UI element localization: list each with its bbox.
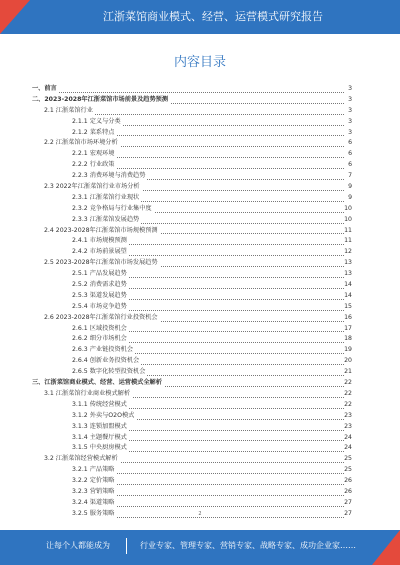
- toc-entry-title: 2.3.2 竞争格局与行业集中度: [72, 204, 154, 215]
- toc-entry-title: 2.5.3 渠道发展趋势: [72, 291, 129, 302]
- toc-entry-title: 2.4.2 市场前景展望: [72, 247, 129, 258]
- toc-entry-page: 9: [348, 193, 352, 201]
- toc-entry[interactable]: [32, 204, 352, 215]
- toc-entry-page: 27: [344, 498, 352, 506]
- toc-entry-title: 2.6 2023-2028年江浙菜馆行业投资机会: [44, 313, 160, 324]
- toc-entry-page: 6: [348, 150, 352, 158]
- toc-entry-page: 12: [344, 248, 352, 256]
- toc-entry[interactable]: [32, 269, 352, 280]
- toc-entry[interactable]: [32, 411, 352, 422]
- toc-entry[interactable]: [32, 378, 352, 389]
- toc-entry-title: 2.6.2 细分市场机会: [72, 334, 129, 345]
- toc-entry[interactable]: [32, 302, 352, 313]
- toc-entry[interactable]: [32, 215, 352, 226]
- toc-entry[interactable]: [32, 226, 352, 237]
- footer-corner-accent: [372, 530, 400, 565]
- toc-entry-title: 2.6.5 数字化转型投资机会: [72, 367, 147, 378]
- toc-entry-title: 2.5 2023-2028年江浙菜馆市场发展趋势: [44, 258, 160, 269]
- toc-entry-title: 2.2.2 行业政策: [72, 160, 116, 171]
- toc-entry[interactable]: [32, 128, 352, 139]
- toc-entry-page: 17: [344, 324, 352, 332]
- toc-entry[interactable]: [32, 334, 352, 345]
- toc-entry-page: 22: [344, 400, 352, 408]
- toc-entry-page: 11: [344, 237, 352, 245]
- toc-entry-title: 二、2023-2028年江浙菜馆市场前景及趋势预测: [32, 95, 170, 106]
- toc-entry-title: 一、前言: [32, 84, 59, 95]
- toc-entry-title: 2.6.4 创新业务投资机会: [72, 356, 141, 367]
- toc-entry-page: 3: [348, 85, 352, 92]
- toc-entry-title: 2.1.2 菜系特点: [72, 128, 116, 139]
- toc-entry-title: 2.3.3 江浙菜馆发展趋势: [72, 215, 141, 226]
- toc-entry-page: 6: [348, 161, 352, 169]
- table-of-contents: [32, 84, 352, 520]
- toc-entry[interactable]: [32, 356, 352, 367]
- toc-entry[interactable]: [32, 280, 352, 291]
- toc-entry[interactable]: [32, 160, 352, 171]
- toc-entry[interactable]: [32, 324, 352, 335]
- toc-entry-title: 3.1.3 连锁加盟模式: [72, 422, 129, 433]
- toc-entry[interactable]: [32, 433, 352, 444]
- toc-entry-title: 3.1 江浙菜馆行业商业模式解析: [44, 389, 132, 400]
- toc-entry[interactable]: [32, 291, 352, 302]
- toc-entry-page: 20: [344, 357, 352, 365]
- toc-entry-title: 3.2.5 服务策略: [72, 509, 116, 520]
- header-corner-accent: [0, 0, 30, 34]
- toc-entry[interactable]: [32, 422, 352, 433]
- toc-entry-page: 3: [348, 117, 352, 125]
- toc-entry-title: 3.2.4 渠道策略: [72, 498, 116, 509]
- report-title: 江浙菜馆商业模式、经营、运营模式研究报告: [103, 10, 323, 23]
- toc-entry-page: 13: [344, 270, 352, 278]
- page-number: 2: [198, 511, 202, 517]
- toc-entry-title: 3.1.4 主题餐厅模式: [72, 433, 129, 444]
- toc-entry-title: 2.1 江浙菜馆行业: [44, 106, 95, 117]
- toc-entry-title: 3.2 江浙菜馆经营模式解析: [44, 454, 120, 465]
- toc-entry[interactable]: [32, 498, 352, 509]
- toc-entry[interactable]: [32, 476, 352, 487]
- toc-entry-page: 10: [344, 204, 352, 212]
- toc-entry-page: 24: [344, 444, 352, 452]
- toc-entry-page: 27: [344, 509, 352, 517]
- toc-entry-page: 25: [344, 466, 352, 474]
- footer-divider: [126, 538, 127, 554]
- toc-entry-title: 2.4.1 市场规模预测: [72, 236, 129, 247]
- toc-entry-title: 3.2.2 定价策略: [72, 476, 116, 487]
- toc-entry-page: 21: [344, 368, 352, 376]
- toc-entry-page: 3: [348, 95, 352, 103]
- toc-entry-page: 23: [344, 422, 352, 430]
- toc-entry-title: 2.4 2023-2028年江浙菜馆市场规模预测: [44, 226, 160, 237]
- toc-entry[interactable]: [32, 117, 352, 128]
- toc-entry-title: 2.5.2 消费需求趋势: [72, 280, 129, 291]
- toc-entry-page: 24: [344, 433, 352, 441]
- toc-entry-page: 10: [344, 215, 352, 223]
- toc-entry-page: 19: [344, 346, 352, 354]
- toc-entry-page: 26: [344, 487, 352, 495]
- toc-entry-page: 22: [344, 379, 352, 387]
- toc-entry-title: 3.1.2 外卖与O2O模式: [72, 411, 136, 422]
- footer-slogan-left: 让每个人都能成为: [46, 541, 110, 550]
- toc-entry-page: 6: [348, 139, 352, 147]
- toc-entry-page: 16: [344, 313, 352, 321]
- toc-heading: 内容目录: [173, 55, 226, 70]
- toc-entry-title: 2.5.4 市场竞争趋势: [72, 302, 129, 313]
- toc-entry[interactable]: [32, 149, 352, 160]
- toc-entry[interactable]: [32, 258, 352, 269]
- toc-entry-page: 9: [348, 183, 352, 191]
- toc-entry[interactable]: [32, 443, 352, 454]
- toc-entry-page: 3: [348, 128, 352, 136]
- toc-entry-page: 25: [344, 455, 352, 463]
- toc-entry[interactable]: [32, 487, 352, 498]
- toc-entry[interactable]: [32, 345, 352, 356]
- toc-entry-page: 14: [344, 291, 352, 299]
- toc-entry-page: 13: [344, 259, 352, 267]
- toc-entry[interactable]: [32, 171, 352, 182]
- toc-entry[interactable]: [32, 247, 352, 258]
- footer-slogan-right: 行业专家、管理专家、营销专家、战略专家、成功企业家……: [140, 541, 356, 550]
- toc-entry-page: 15: [344, 302, 352, 310]
- toc-entry[interactable]: [32, 465, 352, 476]
- toc-entry[interactable]: [32, 454, 352, 465]
- toc-entry-title: 2.6.3 产业链投资机会: [72, 345, 135, 356]
- toc-entry-title: 2.3.1 江浙菜馆行业现状: [72, 193, 141, 204]
- toc-entry[interactable]: [32, 193, 352, 204]
- toc-entry-title: 2.3 2022年江浙菜馆行业市场分析: [44, 182, 142, 193]
- toc-entry-title: 三、江浙菜馆商业模式、经营、运营模式全解析: [32, 378, 164, 389]
- toc-entry-page: 7: [348, 172, 352, 180]
- toc-entry-page: 3: [348, 106, 352, 114]
- toc-entry-title: 3.1.5 中央厨房模式: [72, 443, 129, 454]
- toc-entry[interactable]: [32, 367, 352, 378]
- toc-entry-title: 3.1.1 传统经营模式: [72, 400, 129, 411]
- toc-entry[interactable]: [32, 389, 352, 400]
- toc-entry[interactable]: [32, 313, 352, 324]
- toc-entry-title: 2.2 江浙菜馆市场环境分析: [44, 138, 120, 149]
- toc-leader-dots: [32, 92, 344, 93]
- toc-entry[interactable]: [32, 236, 352, 247]
- toc-entry[interactable]: [32, 400, 352, 411]
- toc-entry-page: 14: [344, 281, 352, 289]
- toc-entry[interactable]: [32, 84, 352, 95]
- toc-entry-page: 11: [344, 226, 352, 234]
- toc-entry-title: 2.2.3 消费环境与消费趋势: [72, 171, 147, 182]
- toc-entry-page: 18: [344, 335, 352, 343]
- toc-entry-title: 2.1.1 定义与分类: [72, 117, 123, 128]
- toc-entry-page: 26: [344, 477, 352, 485]
- toc-entry[interactable]: [32, 182, 352, 193]
- toc-entry-title: 2.2.1 宏观环境: [72, 149, 116, 160]
- toc-entry-page: 23: [344, 411, 352, 419]
- toc-entry-title: 2.6.1 区域投资机会: [72, 324, 129, 335]
- toc-entry-title: 3.2.3 营销策略: [72, 487, 116, 498]
- toc-entry[interactable]: [32, 106, 352, 117]
- toc-entry-title: 2.5.1 产品发展趋势: [72, 269, 129, 280]
- toc-entry-title: 3.2.1 产品策略: [72, 465, 116, 476]
- toc-entry[interactable]: [32, 138, 352, 149]
- toc-entry[interactable]: [32, 95, 352, 106]
- toc-entry-page: 22: [344, 389, 352, 397]
